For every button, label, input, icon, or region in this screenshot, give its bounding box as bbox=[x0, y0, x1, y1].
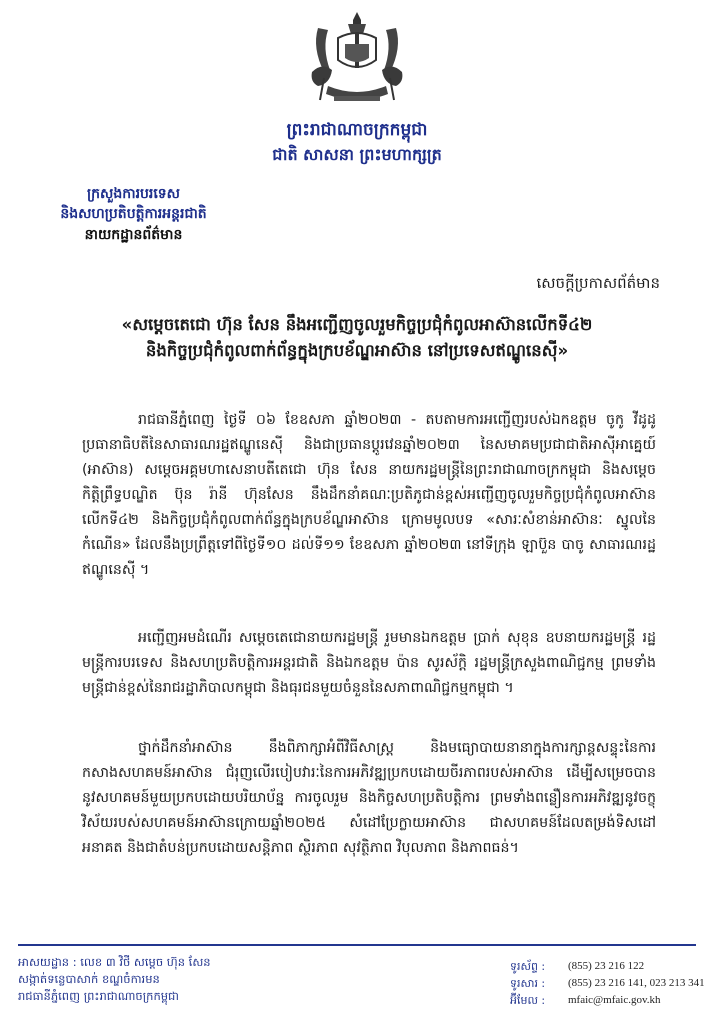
fax-label: ទូរសារ : bbox=[510, 977, 546, 990]
headline-line1: «សម្តេចតេជោ ហ៊ុន សែន នឹងអញ្ជើញចូលរួមកិច្ចប្រជុំកំពូលអាស៊ានលើកទី៤២ bbox=[121, 315, 593, 334]
email-value[interactable]: mfaic@mfaic.gov.kh bbox=[568, 994, 661, 1006]
phone-row bbox=[510, 958, 705, 975]
kingdom-name: ព្រះរាជាណាចក្រកម្ពុជា bbox=[286, 120, 428, 140]
paragraph-text: អញ្ជើញអមដំណើរ សម្តេចតេជោនាយករដ្ឋមន្ត្រី រួមមានឯកឧត្តម ប្រាក់ សុខុន ឧបនាយករដ្ឋមន្ត្រី រដ្ឋមន្ត្រីការបរទេស និងសហប្រតិបត្តិការអន្តរជាតិ និងឯកឧត្តម ប៉ាន សូរស័ក្តិ រដ្ឋមន្ត្រីក្រសួងពាណិជ្ជកម្ម ព្រមទាំងមន្ត្រីជាន់ខ្ពស់នៃរាជរដ្ឋាភិបាលកម្ពុជា និងធុរជនមួយចំនួននៃសភាពាណិជ្ជកម្មកម្ពុជា ។ bbox=[82, 630, 656, 696]
document-type: សេចក្តីប្រកាសព័ត៌មាន bbox=[536, 274, 660, 292]
national-motto: ជាតិ សាសនា ព្រះមហាក្សត្រ bbox=[272, 144, 442, 164]
ministry-name-line2: និងសហប្រតិបត្តិការអន្តរជាតិ bbox=[60, 206, 207, 223]
email-label: អ៊ីមែល : bbox=[510, 994, 546, 1007]
paragraph-text: ថ្នាក់ដឹកនាំអាស៊ាន នឹងពិភាក្សាអំពីវិធីសាស្ត្រ និងមធ្យោបាយនានាក្នុងការក្សាន្តសន្ទុះនៃការកសាងសហគមន៍អាស៊ាន ជំរុញលើរបៀបវារៈនៃការអភិវឌ្ឍប្រកបដោយចីរភាពរបស់អាស៊ាន ដើម្បីសម្រេចបាននូវសហគមន៍មួយប្រកបដោយបរិយាប័ន្ន ការចូលរួម និងកិច្ចសហប្រតិបត្តិការ ព្រមទាំងពន្លឿនការអភិវឌ្ឍនូវចក្ខុវិស័យរបស់សហគមន៍អាស៊ានក្រោយឆ្នាំ២០២៥ សំដៅប្រែក្លាយអាស៊ាន ជាសហគមន៍ដែលតម្រង់ទិសដៅអនាគត និងជាតំបន់ប្រកបដោយសន្តិភាព ស្ថិរភាព សុវត្ថិភាព វិបុលភាព និងភាពធន់។ bbox=[82, 740, 656, 856]
fax-row bbox=[510, 975, 705, 992]
footer-address bbox=[18, 954, 211, 1005]
ministry-block bbox=[46, 184, 221, 245]
kingdom-motto bbox=[0, 118, 714, 166]
press-release-headline bbox=[58, 312, 656, 363]
headline-line2: និងកិច្ចប្រជុំកំពូលពាក់ព័ន្ធក្នុងក្របខ័ណ្ឌអាស៊ាន នៅប្រទេសឥណ្ឌូនេស៊ី» bbox=[145, 340, 569, 360]
footer-contacts bbox=[510, 958, 705, 1009]
footer-divider bbox=[18, 944, 696, 946]
fax-value: (855) 23 216 141, 023 213 341 bbox=[568, 977, 705, 989]
phone-label: ទូរស័ព្ទ : bbox=[510, 960, 546, 973]
address-line1: អាសយដ្ឋាន : លេខ ៣ វិថី សម្តេច ហ៊ុន សែន bbox=[18, 955, 211, 969]
paragraph-text: រាជធានីភ្នំពេញ ថ្ងៃទី ០៦ ខែឧសភា ឆ្នាំ២០២៣ - តបតាមការអញ្ជើញរបស់ឯកឧត្តម ចូកូ វីដូដូ ប្រធានាធិបតីនៃសាធារណរដ្ឋឥណ្ឌូនេស៊ី និងជាប្រធានប្តូរវេនឆ្នាំ២០២៣ នៃសមាគមប្រជាជាតិអាស៊ីអាគ្នេយ៍ (អាស៊ាន) សម្តេចអគ្គមហាសេនាបតីតេជោ ហ៊ុន សែន នាយករដ្ឋមន្ត្រីនៃព្រះរាជាណាចក្រកម្ពុជា និងសម្តេចកិត្តិព្រឹទ្ធបណ្ឌិត ប៊ុន រ៉ានី ហ៊ុនសែន នឹងដឹកនាំគណៈប្រតិភូជាន់ខ្ពស់អញ្ជើញចូលរួមកិច្ចប្រជុំកំពូលអាស៊ានលើកទី៤២ និងកិច្ចប្រជុំកំពូលពាក់ព័ន្ធក្នុងក្របខ័ណ្ឌអាស៊ាន ក្រោមមូលបទ «សារៈសំខាន់អាស៊ានៈ ស្នូលនៃកំណើន» ដែលនឹងប្រព្រឹត្តទៅពីថ្ងៃទី១០ ដល់ទី១១ ខែឧសភា ឆ្នាំ២០២៣ នៅទីក្រុង ឡាប៊ួន បាចូ សាធារណរដ្ឋឥណ្ឌូនេស៊ី ។ bbox=[82, 412, 656, 578]
address-line3: រាជធានីភ្នំពេញ ព្រះរាជាណាចក្រកម្ពុជា bbox=[18, 989, 179, 1003]
body-paragraph-1 bbox=[82, 408, 656, 583]
royal-coat-of-arms-emblem bbox=[298, 8, 416, 108]
ministry-name-line1: ក្រសួងការបរទេស bbox=[86, 186, 181, 202]
body-paragraph-3 bbox=[82, 736, 656, 861]
phone-value: (855) 23 216 122 bbox=[568, 960, 645, 972]
body-paragraph-2 bbox=[82, 626, 656, 701]
email-row bbox=[510, 992, 705, 1009]
address-line2: សង្កាត់ទន្លេបាសាក់ ខណ្ឌចំការមន bbox=[18, 972, 160, 986]
department-name: នាយកដ្ឋានព័ត៌មាន bbox=[84, 226, 183, 243]
